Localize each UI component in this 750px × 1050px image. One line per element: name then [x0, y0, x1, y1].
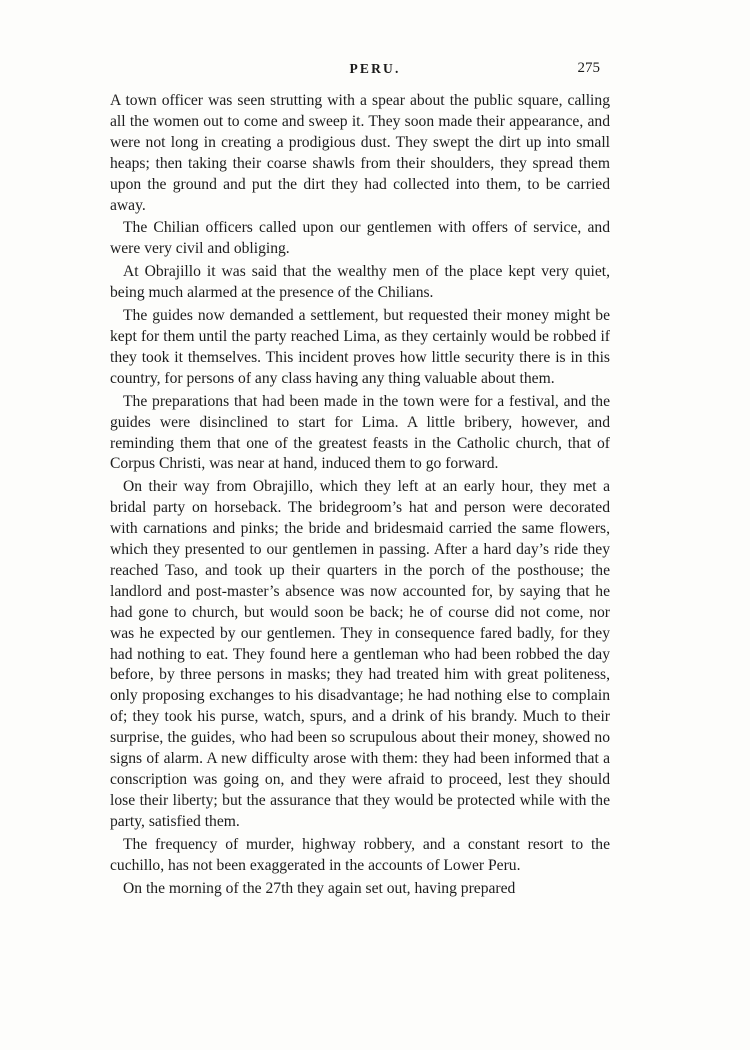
paragraph-festival: The preparations that had been made in the town were for a festival, and the guides were disinclined to start for Lima. A little bribery, however, and reminding them that one of the greatest feasts in the Catholic church, that of Corpus Christi, was near at hand, induced them to go forward. — [110, 392, 610, 473]
paragraph-27th-morning: On the morning of the 27th they again set out, having prepared — [123, 879, 516, 897]
paragraph-chilian-officers: The Chilian officers called upon our gentlemen with offers of service, and were very civil and obliging. — [110, 219, 610, 258]
body-text — [110, 91, 610, 901]
paragraph-guides-settlement: The guides now demanded a settlement, but requested their money might be kept for them until the party reached Lima, as they certainly would be robbed if they took it themselves. This incident proves how little security there is in this country, for persons of any class having any thing valuable about them. — [110, 307, 610, 387]
paragraph-obrajillo-wealthy: At Obrajillo it was said that the wealthy men of the place kept very quiet, being much alarmed at the presence of the Chilians. — [110, 263, 610, 302]
paragraph-bridal-party: On their way from Obrajillo, which they left at an early hour, they met a bridal party on horseback. The bridegroom’s hat and person were decorated with carnations and pinks; the bride and bridesmaid carried the same flowers, which they presented to our gentlemen in passing. After a hard day’s ride they reached Taso, and took up their quarters in the porch of the posthouse; the landlord and post-master’s absence was now accounted for, by saying that he had gone to church, but would soon be back; he of course did not come, nor was he expected by our gentlemen. They in consequence fared badly, for they had nothing to eat. They found here a gentleman who had been robbed the day before, by three persons in masks; they had treated him with great politeness, only proposing exchanges to his disadvantage; he had nothing else to complain of; they took his purse, watch, spurs, and a drink of his brandy. Much to their surprise, the guides, who had been so scrupulous about their money, showed no signs of alarm. A new difficulty arose with them: they had been informed that a conscription was going on, and they were afraid to proceed, lest they should lose their liberty; but the assurance that they would be protected while with the party, satisfied them. — [110, 478, 610, 830]
running-head — [0, 60, 750, 80]
paragraph-town-officer: A town officer was seen strutting with a spear about the public square, calling all the women out to come and sweep it. They soon made their appearance, and were not long in creating a prodigious dust. They swept the dirt up into small heaps; then taking their coarse shawls from their shoulders, they spread them upon the ground and put the dirt they had collected into them, to be carried away. — [110, 92, 610, 214]
running-title: PERU. — [349, 61, 401, 76]
paragraph-murder-frequency: The frequency of murder, highway robbery, and a constant resort to the cuchillo, has not been exaggerated in the accounts of Lower Peru. — [110, 835, 610, 874]
page-number: 275 — [577, 60, 600, 76]
